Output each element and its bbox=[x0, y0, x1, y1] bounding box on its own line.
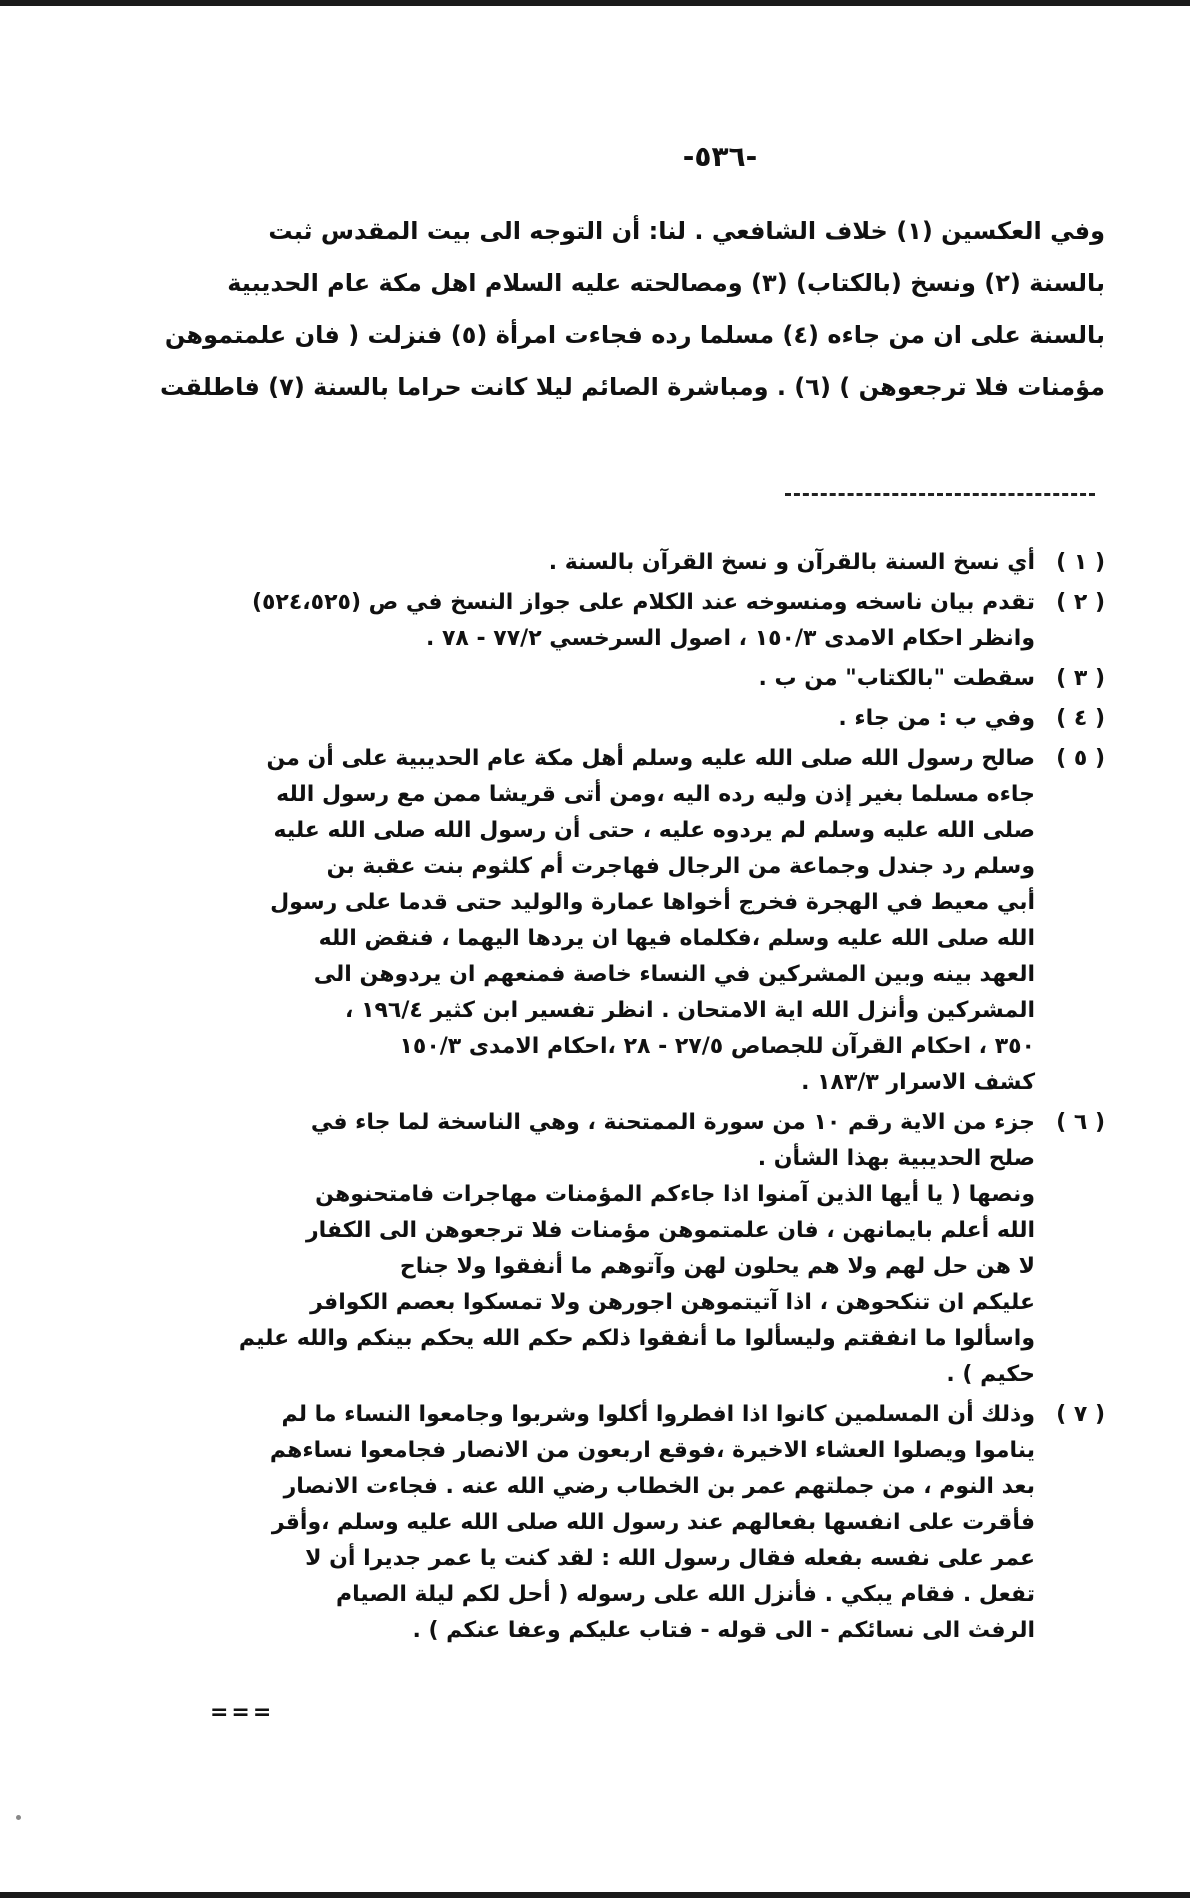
footnote-line: واسألوا ما انفقتم وليسألوا ما أنفقوا ذلكم حكم الله يحكم بينكم والله عليم bbox=[238, 1326, 1035, 1351]
footnote-line: ٣٥٠ ، احكام القرآن للجصاص ٢٧/٥ - ٢٨ ،احكام الامدى ١٥٠/٣ bbox=[399, 1034, 1035, 1059]
footnote-body bbox=[175, 1397, 1035, 1649]
footnote-line: بعد النوم ، من جملتهم عمر بن الخطاب رضي الله عنه . فجاءت الانصار bbox=[283, 1474, 1035, 1499]
footnote-body bbox=[175, 545, 1035, 581]
footnote-body bbox=[175, 741, 1035, 1101]
footnote-line: تقدم بيان ناسخه ومنسوخه عند الكلام على جواز النسخ في ص (٥٢٤،٥٢٥) bbox=[251, 590, 1035, 615]
footnote-4 bbox=[175, 701, 1105, 737]
footnote-line: أي نسخ السنة بالقرآن و نسخ القرآن بالسنة . bbox=[548, 550, 1035, 575]
footnote-line: وسلم رد جندل وجماعة من الرجال فهاجرت أم كلثوم بنت عقبة بن bbox=[326, 854, 1035, 879]
footnote-line: لا هن حل لهم ولا هم يحلون لهن وآتوهم ما أنفقوا ولا جناح bbox=[399, 1254, 1035, 1279]
footnote-body bbox=[175, 585, 1035, 657]
footnote-line: عمر على نفسه بفعله فقال رسول الله : لقد كنت يا عمر جديرا أن لا bbox=[305, 1546, 1035, 1571]
footnote-number: ( ١ ) bbox=[1056, 550, 1105, 575]
footnote-line: فأقرت على انفسها بفعالهم عند رسول الله صلى الله عليه وسلم ،وأقر bbox=[271, 1510, 1035, 1535]
margin-speck bbox=[16, 1815, 21, 1820]
page-number: -٥٣٦- bbox=[682, 140, 758, 173]
footnote-number: ( ٢ ) bbox=[1056, 590, 1105, 615]
footnote-line: وفي ب : من جاء . bbox=[838, 706, 1035, 731]
footnote-number: ( ٧ ) bbox=[1056, 1402, 1105, 1427]
footnote-6 bbox=[175, 1105, 1105, 1393]
footnote-line: حكيم ) . bbox=[946, 1362, 1035, 1387]
footnote-line: الله أعلم بايمانهن ، فان علمتموهن مؤمنات فلا ترجعوهن الى الكفار bbox=[306, 1218, 1035, 1243]
footnote-body bbox=[175, 701, 1035, 737]
footnote-line: صالح رسول الله صلى الله عليه وسلم أهل مكة عام الحديبية على أن من bbox=[266, 746, 1035, 771]
footnote-body bbox=[175, 1105, 1035, 1393]
main-text-line: وفي العكسين (١) خلاف الشافعي . لنا: أن التوجه الى بيت المقدس ثبت bbox=[268, 217, 1105, 245]
bottom-edge-bar bbox=[0, 1892, 1190, 1898]
footnote-line: جاءه مسلما بغير إذن وليه رده اليه ،ومن أتى قريشا ممن مع رسول الله bbox=[276, 782, 1035, 807]
top-edge-bar bbox=[0, 0, 1190, 6]
main-text-line: بالسنة على ان من جاءه (٤) مسلما رده فجاءت امرأة (٥) فنزلت ( فان علمتموهن bbox=[164, 321, 1105, 349]
footnote-line: الله صلى الله عليه وسلم ،فكلماه فيها ان يردها اليهما ، فنقض الله bbox=[318, 926, 1035, 951]
footnote-line: كشف الاسرار ١٨٣/٣ . bbox=[801, 1070, 1035, 1095]
footnote-line: وذلك أن المسلمين كانوا اذا افطروا أكلوا وشربوا وجامعوا النساء ما لم bbox=[281, 1402, 1035, 1427]
footnote-7 bbox=[175, 1397, 1105, 1649]
footnote-number: ( ٤ ) bbox=[1056, 706, 1105, 731]
footnote-line: العهد بينه وبين المشركين في النساء خاصة فمنعهم ان يردوهن الى bbox=[313, 962, 1035, 987]
footnotes bbox=[175, 545, 1105, 1653]
footnote-line: صلى الله عليه وسلم لم يردوه عليه ، حتى أن رسول الله صلى الله عليه bbox=[273, 818, 1035, 843]
footnote-line: وانظر احكام الامدى ١٥٠/٣ ، اصول السرخسي ٧٧/٢ - ٧٨ . bbox=[425, 626, 1035, 651]
footnote-line: يناموا ويصلوا العشاء الاخيرة ،فوقع اربعون من الانصار فجامعوا نساءهم bbox=[269, 1438, 1035, 1463]
footnote-line: عليكم ان تنكحوهن ، اذا آتيتموهن اجورهن ولا تمسكوا بعصم الكوافر bbox=[310, 1290, 1035, 1315]
end-mark: === bbox=[210, 1700, 275, 1725]
main-text bbox=[160, 205, 1105, 413]
footnote-3 bbox=[175, 661, 1105, 697]
footnote-line: ونصها ( يا أيها الذين آمنوا اذا جاءكم المؤمنات مهاجرات فامتحنوهن bbox=[315, 1182, 1035, 1207]
footnote-body bbox=[175, 661, 1035, 697]
footnote-line: تفعل . فقام يبكي . فأنزل الله على رسوله ( أحل لكم ليلة الصيام bbox=[336, 1582, 1035, 1607]
footnote-line: صلح الحديبية بهذا الشأن . bbox=[757, 1146, 1035, 1171]
footnote-number: ( ٦ ) bbox=[1056, 1110, 1105, 1135]
footnote-number: ( ٣ ) bbox=[1056, 666, 1105, 691]
main-text-line: بالسنة (٢) ونسخ (بالكتاب) (٣) ومصالحته عليه السلام اهل مكة عام الحديبية bbox=[227, 269, 1105, 297]
footnote-line: المشركين وأنزل الله اية الامتحان . انظر تفسير ابن كثير ١٩٦/٤ ، bbox=[345, 998, 1035, 1023]
footnote-1 bbox=[175, 545, 1105, 581]
footnote-5 bbox=[175, 741, 1105, 1101]
footnote-2 bbox=[175, 585, 1105, 657]
footnote-separator bbox=[785, 493, 1095, 496]
footnote-number: ( ٥ ) bbox=[1056, 746, 1105, 771]
footnote-line: الرفث الى نسائكم - الى قوله - فتاب عليكم وعفا عنكم ) . bbox=[412, 1618, 1035, 1643]
footnote-line: سقطت "بالكتاب" من ب . bbox=[758, 666, 1035, 691]
footnote-line: أبي معيط في الهجرة فخرج أخواها عمارة والوليد حتى قدما على رسول bbox=[270, 890, 1035, 915]
footnote-line: جزء من الاية رقم ١٠ من سورة الممتحنة ، وهي الناسخة لما جاء في bbox=[310, 1110, 1035, 1135]
main-text-line: مؤمنات فلا ترجعوهن ) (٦) . ومباشرة الصائم ليلا كانت حراما بالسنة (٧) فاطلقت bbox=[160, 373, 1105, 401]
